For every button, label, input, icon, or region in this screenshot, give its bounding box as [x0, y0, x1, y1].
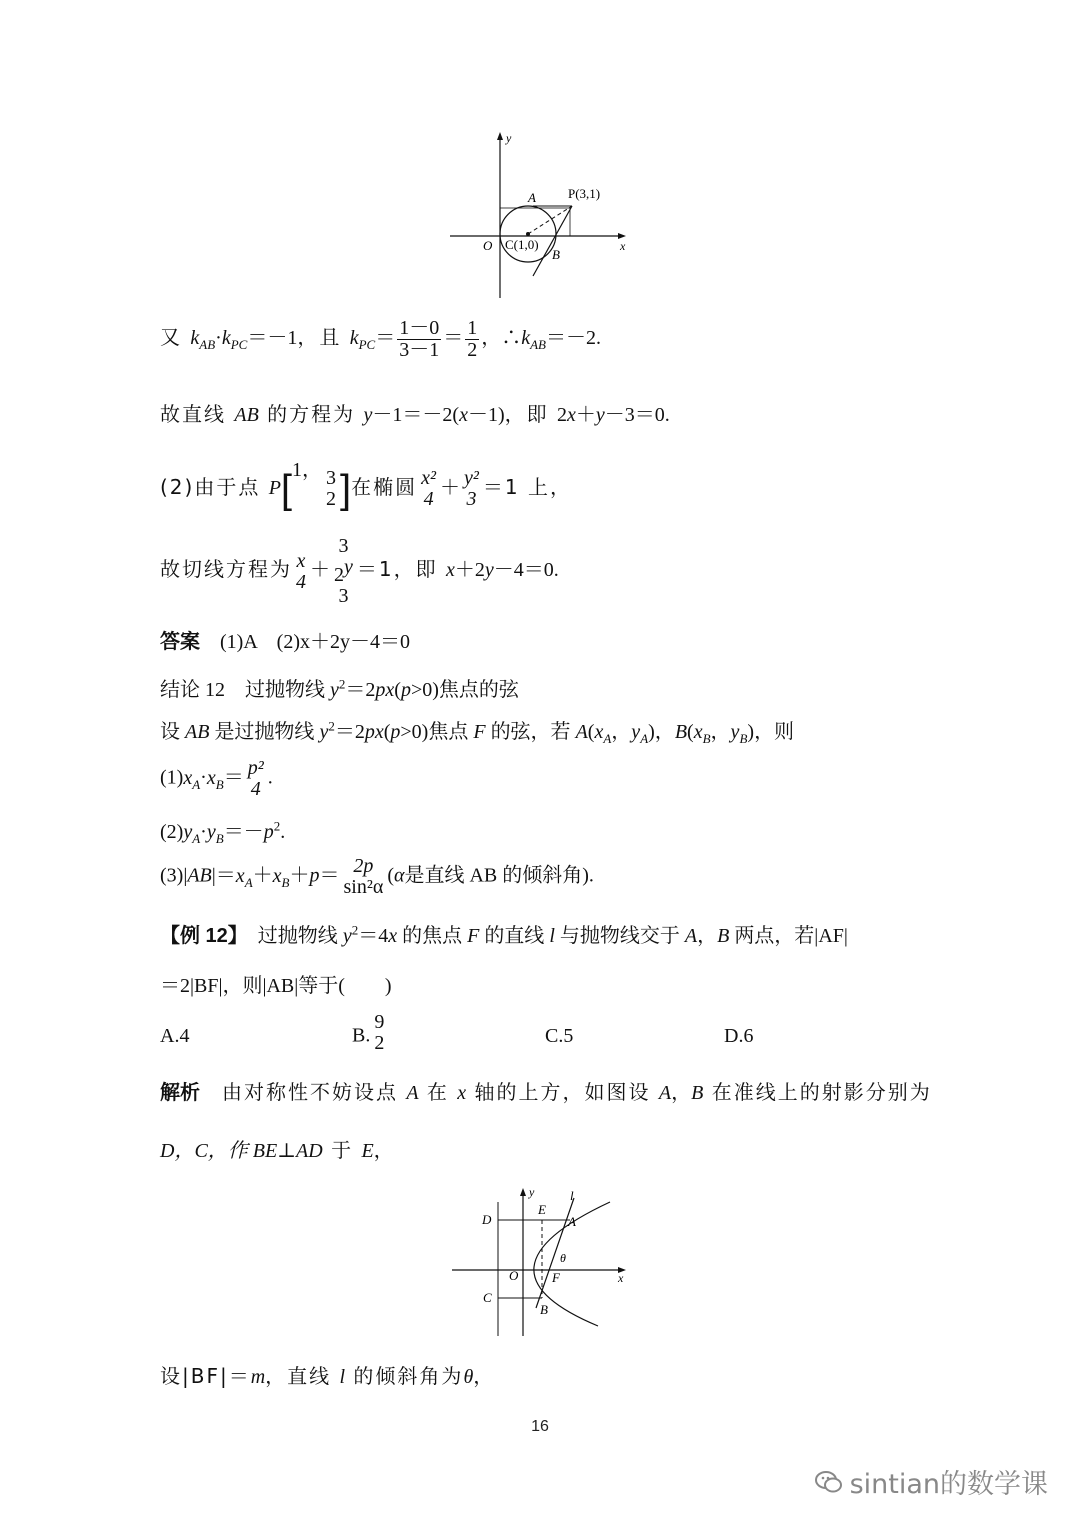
example-12: 【例 12】 过抛物线 $y^2=4x$ 的焦点 F 的直线 l 与抛物线交于 A，B 两点，若|AF| — [160, 922, 848, 947]
frac-2p-sin: 2p sin²α — [343, 855, 384, 898]
line-tangent-equation: 故切线方程为 x 4 ＋ 3 2y 3 ＝1，即 x＋2y－4＝0. — [160, 535, 559, 607]
frac-p2-4: p² 4 — [247, 757, 264, 800]
fig2-label-e: E — [538, 1202, 546, 1217]
frac-x-4: x 4 — [296, 549, 306, 593]
fig2-label-o: O — [509, 1268, 519, 1283]
fig2-label-a: A — [568, 1214, 576, 1229]
fig2-label-c: C — [483, 1290, 492, 1305]
example-12-line2: ＝2|BF|，则|AB|等于( ) — [160, 975, 392, 997]
wechat-icon — [814, 1469, 844, 1495]
fig2-label-x: x — [618, 1271, 624, 1285]
property-2: $(2)y_A\cdot y_B=-p^2$. — [160, 818, 286, 846]
fig1-label-a: A — [528, 190, 536, 205]
fig2-label-theta: θ — [560, 1251, 566, 1265]
answer-line — [160, 630, 410, 654]
fig2-label-l: l — [570, 1188, 574, 1203]
frac-y2-3: y² 3 — [464, 467, 479, 511]
property-3: $(3)|AB|=x_A+x_B+p=$ 2p sin²α (α是直线 AB 的倾斜角). — [160, 855, 594, 898]
line-slope-product: 又 $k_{AB}\cdot k_{PC}=-1$，且 $k_{PC}=$ $\frac{1-0}{3-1}$ ＝ $\frac{1}{2}$ ，$\therefore k_{AB}=-2$. — [160, 317, 601, 361]
frac-x2-4: x² 4 — [421, 467, 437, 511]
line-ab-equation: 故直线 AB 的方程为 y－1＝－2(x－1)，即 2x＋y－3＝0. — [160, 402, 670, 426]
property-1: $(1)x_A\cdot x_B=$ p² 4 . — [160, 757, 273, 800]
conclusion-setup: 设 AB 是过抛物线 $y^2=2px(p>0)$焦点 F 的弦，若 $A(x_A$，$y_A$)，$B(x_B$，$y_B$)，则 — [160, 718, 795, 746]
figure-circle — [450, 128, 640, 300]
fig2-label-b: B — [540, 1302, 548, 1317]
answer-label: 答案 — [160, 631, 200, 653]
fig1-label-y: y — [506, 131, 512, 145]
frac-three-halves: 3 2 — [326, 467, 337, 511]
frac-half: $\frac{1}{2}$ — [467, 317, 478, 361]
option-a: A.4 — [160, 1025, 190, 1047]
example-label: 【例 12】 — [160, 925, 238, 947]
option-c: C.5 — [545, 1025, 574, 1047]
fig1-label-b: B — [552, 247, 560, 262]
fig1-label-c: C(1,0) — [505, 237, 539, 252]
fig1-label-o: O — [483, 238, 493, 253]
frac-slope: $\frac{1-0}{3-1}$ — [399, 317, 440, 361]
line-ellipse-point: (2)由于点 P[1， 3 2 ]在椭圆 x² 4 ＋ y² 3 ＝1 上， — [160, 459, 572, 512]
fig2-label-d: D — [482, 1212, 492, 1227]
figure-parabola — [450, 1184, 640, 1342]
answer-text: (1)A (2)x＋2y－4＝0 — [220, 631, 410, 653]
solution-line1: 解析 由对称性不妨设点 A 在 x 轴的上方，如图设 A，B 在准线上的射影分别为 — [160, 1080, 932, 1104]
watermark-text: sintian的数学课 — [849, 1469, 1048, 1500]
frac-y-nested: 3 2y 3 — [334, 535, 353, 607]
page-number: 16 — [531, 1418, 549, 1435]
solution-line2: D，C，作 BE⊥AD 于 E， — [160, 1138, 394, 1162]
watermark — [814, 1462, 1048, 1501]
fig2-label-y: y — [529, 1185, 535, 1199]
fig2-label-f: F — [552, 1270, 560, 1285]
option-b: B. 9 2 — [352, 1011, 385, 1054]
fig1-label-x: x — [620, 239, 626, 253]
solution-label: 解析 — [160, 1082, 200, 1104]
frac-nine-halves: 9 2 — [374, 1011, 385, 1054]
option-d: D.6 — [724, 1025, 754, 1047]
fig1-label-p: P(3,1) — [568, 186, 601, 201]
conclusion-title: 结论 12 过抛物线 $y^2=2px(p>0)$焦点的弦 — [160, 676, 519, 701]
line-set-bf: 设|BF|＝m，直线 l 的倾斜角为θ， — [160, 1364, 494, 1388]
